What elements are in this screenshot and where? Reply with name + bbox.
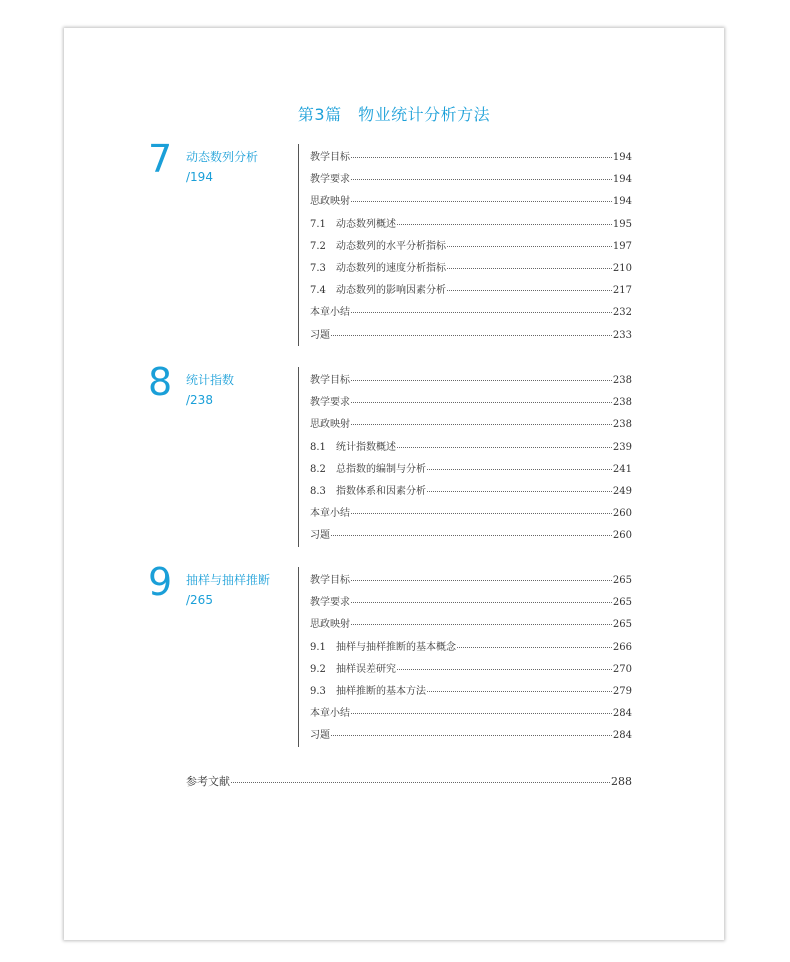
toc-entry[interactable] — [310, 726, 632, 748]
toc-entry[interactable] — [310, 215, 632, 237]
toc-entry[interactable] — [310, 460, 632, 482]
entry-label: 指数体系和因素分析 — [336, 485, 426, 497]
toc-entry[interactable] — [310, 415, 632, 437]
section-number: 8.1 — [310, 441, 326, 453]
entry-page: 265 — [612, 597, 632, 609]
entry-label: 教学目标 — [310, 575, 350, 586]
entry-page: 239 — [612, 441, 632, 453]
entry-label: 思政映射 — [310, 419, 350, 431]
entry-label: 教学目标 — [310, 152, 350, 163]
toc-entry[interactable] — [310, 593, 632, 615]
chapter-number: 9 — [148, 560, 173, 604]
toc-entry[interactable] — [310, 148, 632, 170]
toc-entry[interactable] — [310, 237, 632, 259]
toc-entry-list — [310, 371, 632, 549]
entry-page: 194 — [612, 196, 632, 208]
entry-page: 279 — [612, 685, 632, 697]
toc-entry-list — [310, 148, 632, 348]
entry-page: 197 — [612, 240, 632, 252]
entry-label: 习题 — [310, 530, 330, 542]
leader-dots — [351, 713, 612, 714]
leader-dots — [397, 669, 612, 670]
book-page — [64, 28, 724, 940]
leader-dots — [351, 424, 612, 425]
section-number: 9.3 — [310, 685, 326, 697]
leader-dots — [351, 602, 612, 603]
toc-entry[interactable] — [310, 615, 632, 637]
chapter-start-page: /238 — [186, 393, 213, 407]
toc-entry[interactable] — [310, 638, 632, 660]
leader-dots — [351, 513, 612, 514]
leader-dots — [447, 246, 612, 247]
leader-dots — [351, 157, 612, 158]
entry-label: 教学要求 — [310, 597, 350, 609]
toc-entry[interactable] — [310, 482, 632, 504]
leader-dots — [351, 312, 612, 313]
entry-page: 217 — [612, 285, 632, 297]
section-number: 9.1 — [310, 641, 326, 653]
entry-label: 动态数列的水平分析指标 — [336, 240, 446, 252]
section-number: 9.2 — [310, 663, 326, 675]
entry-label: 抽样与抽样推断的基本概念 — [336, 641, 456, 653]
entry-page: 260 — [612, 530, 632, 542]
entry-label: 教学目标 — [310, 375, 350, 386]
section-number: 8.2 — [310, 463, 326, 475]
chapter-start-page: /194 — [186, 170, 213, 184]
entry-page: 238 — [612, 375, 632, 386]
leader-dots — [447, 268, 612, 269]
entry-page: 238 — [612, 419, 632, 431]
toc-entry[interactable] — [310, 704, 632, 726]
entry-label: 本章小结 — [310, 307, 350, 319]
toc-entry[interactable] — [310, 504, 632, 526]
toc-entry[interactable] — [310, 281, 632, 303]
chapter-title[interactable]: 抽样与抽样推断 — [186, 573, 271, 587]
chapter-number: 8 — [148, 360, 173, 404]
toc-entry[interactable] — [310, 170, 632, 192]
entry-page: 194 — [612, 152, 632, 163]
section-number: 8.3 — [310, 485, 326, 497]
leader-dots — [457, 647, 612, 648]
leader-dots — [397, 224, 612, 225]
part-title: 第3篇 物业统计分析方法 — [297, 105, 491, 124]
leader-dots — [351, 402, 612, 403]
references-page: 288 — [611, 775, 632, 788]
section-number: 7.1 — [310, 218, 326, 230]
section-number: 7.3 — [310, 262, 326, 274]
entry-page: 284 — [612, 708, 632, 720]
entry-page: 241 — [612, 463, 632, 475]
entry-label: 思政映射 — [310, 196, 350, 208]
references-label: 参考文献 — [186, 775, 230, 788]
leader-dots — [351, 624, 612, 625]
toc-entry[interactable] — [310, 259, 632, 281]
entry-label: 习题 — [310, 730, 330, 742]
chapter-start-page: /265 — [186, 593, 213, 607]
toc-entry[interactable] — [310, 192, 632, 214]
entry-label: 动态数列概述 — [336, 218, 396, 230]
entry-label: 总指数的编制与分析 — [336, 463, 426, 475]
toc-entry[interactable] — [310, 326, 632, 348]
entry-page: 210 — [612, 262, 632, 274]
leader-dots — [447, 290, 612, 291]
entry-page: 194 — [612, 174, 632, 186]
leader-dots — [351, 580, 612, 581]
leader-dots — [331, 735, 612, 736]
entry-label: 抽样推断的基本方法 — [336, 685, 426, 697]
references-entry[interactable] — [186, 773, 632, 789]
entry-label: 本章小结 — [310, 708, 350, 720]
leader-dots — [331, 335, 612, 336]
entry-page: 265 — [612, 619, 632, 631]
entry-label: 本章小结 — [310, 508, 350, 520]
leader-dots — [331, 535, 612, 536]
entry-page: 284 — [612, 730, 632, 742]
toc-entry[interactable] — [310, 303, 632, 325]
toc-entry[interactable] — [310, 371, 632, 393]
entry-page: 232 — [612, 307, 632, 319]
entry-page: 270 — [612, 663, 632, 675]
entry-page: 238 — [612, 397, 632, 409]
chapter-number: 7 — [148, 137, 173, 181]
toc-entry-list — [310, 571, 632, 749]
entry-label: 教学要求 — [310, 397, 350, 409]
entry-label: 教学要求 — [310, 174, 350, 186]
entry-page: 233 — [612, 329, 632, 341]
entry-label: 动态数列的影响因素分析 — [336, 285, 446, 297]
entry-page: 195 — [612, 218, 632, 230]
entry-page: 249 — [612, 485, 632, 497]
toc-entry[interactable] — [310, 393, 632, 415]
chapter-divider-line — [298, 144, 299, 346]
toc-entry[interactable] — [310, 438, 632, 460]
entry-label: 思政映射 — [310, 619, 350, 631]
leader-dots — [351, 201, 612, 202]
section-number: 7.2 — [310, 240, 326, 252]
entry-label: 习题 — [310, 329, 330, 341]
entry-page: 265 — [612, 575, 632, 586]
entry-label: 动态数列的速度分析指标 — [336, 262, 446, 274]
toc-entry[interactable] — [310, 571, 632, 593]
entry-page: 266 — [612, 641, 632, 653]
entry-page: 260 — [612, 508, 632, 520]
leader-dots — [427, 691, 612, 692]
section-number: 7.4 — [310, 285, 326, 297]
entry-label: 抽样误差研究 — [336, 663, 396, 675]
chapter-title[interactable]: 统计指数 — [186, 373, 235, 387]
leader-dots — [351, 179, 612, 180]
chapter-divider-line — [298, 367, 299, 547]
chapter-title[interactable]: 动态数列分析 — [186, 150, 259, 164]
toc-entry[interactable] — [310, 682, 632, 704]
leader-dots — [351, 380, 612, 381]
toc-entry[interactable] — [310, 660, 632, 682]
chapter-divider-line — [298, 567, 299, 747]
leader-dots — [427, 491, 612, 492]
entry-label: 统计指数概述 — [336, 441, 396, 453]
leader-dots — [397, 447, 612, 448]
leader-dots — [427, 469, 612, 470]
leader-dots — [231, 782, 610, 783]
toc-entry[interactable] — [310, 526, 632, 548]
